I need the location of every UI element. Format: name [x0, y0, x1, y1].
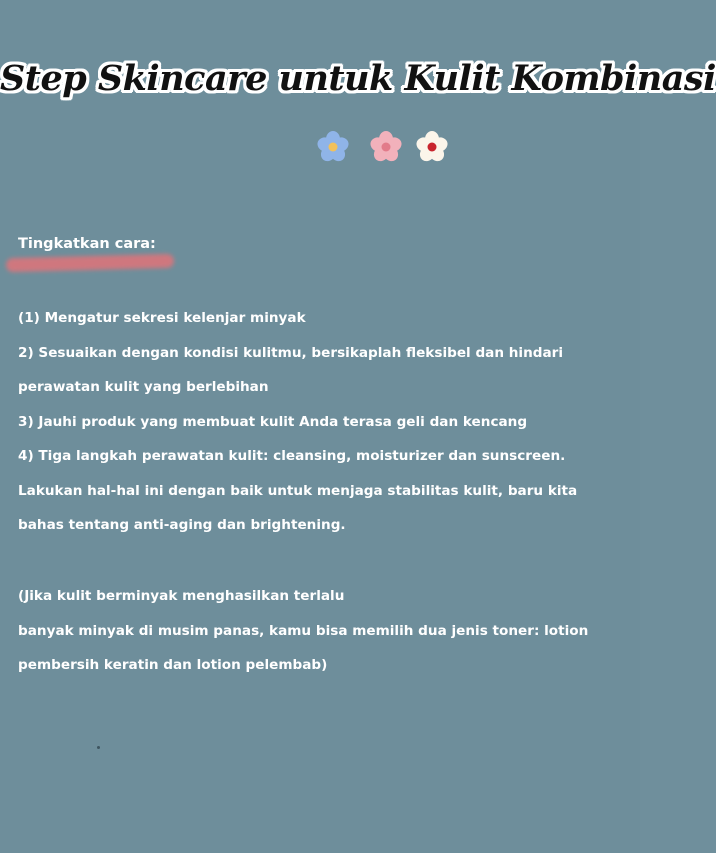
white-flower-icon: [413, 129, 451, 165]
note-line: pembersih keratin dan lotion pelembab): [18, 657, 328, 673]
flower-decoration: [314, 129, 454, 169]
step-line: (1) Mengatur sekresi kelenjar minyak: [18, 310, 306, 326]
subheading-container: [18, 236, 156, 252]
step-line: 3) Jauhi produk yang membuat kulit Anda terasa geli dan kencang: [18, 413, 528, 430]
subheading: Tingkatkan cara:: [18, 236, 156, 252]
step-line: 2) Sesuaikan dengan kondisi kulitmu, bersikaplah fleksibel dan hindari: [18, 344, 564, 361]
stray-dot: [97, 746, 100, 749]
step-line: 4) Tiga langkah perawatan kulit: cleansing, moisturizer dan sunscreen.: [18, 448, 566, 464]
step-line: perawatan kulit yang berlebihan: [18, 379, 269, 395]
step-line: Lakukan hal-hal ini dengan baik untuk menjaga stabilitas kulit, baru kita: [18, 482, 578, 499]
note-line: (Jika kulit berminyak menghasilkan terlalu: [18, 588, 345, 604]
step-line: bahas tentang anti-aging dan brightening.: [18, 517, 346, 533]
pink-flower-icon: [367, 129, 405, 165]
note-paragraph: [18, 579, 628, 683]
highlight-stroke: [6, 254, 174, 272]
page-title: Step Skincare untuk Kulit Kombinasi: [0, 58, 716, 99]
steps-list: [18, 301, 628, 543]
note-line: banyak minyak di musim panas, kamu bisa memilih dua jenis toner: lotion: [18, 622, 589, 639]
blue-flower-icon: [314, 129, 352, 165]
